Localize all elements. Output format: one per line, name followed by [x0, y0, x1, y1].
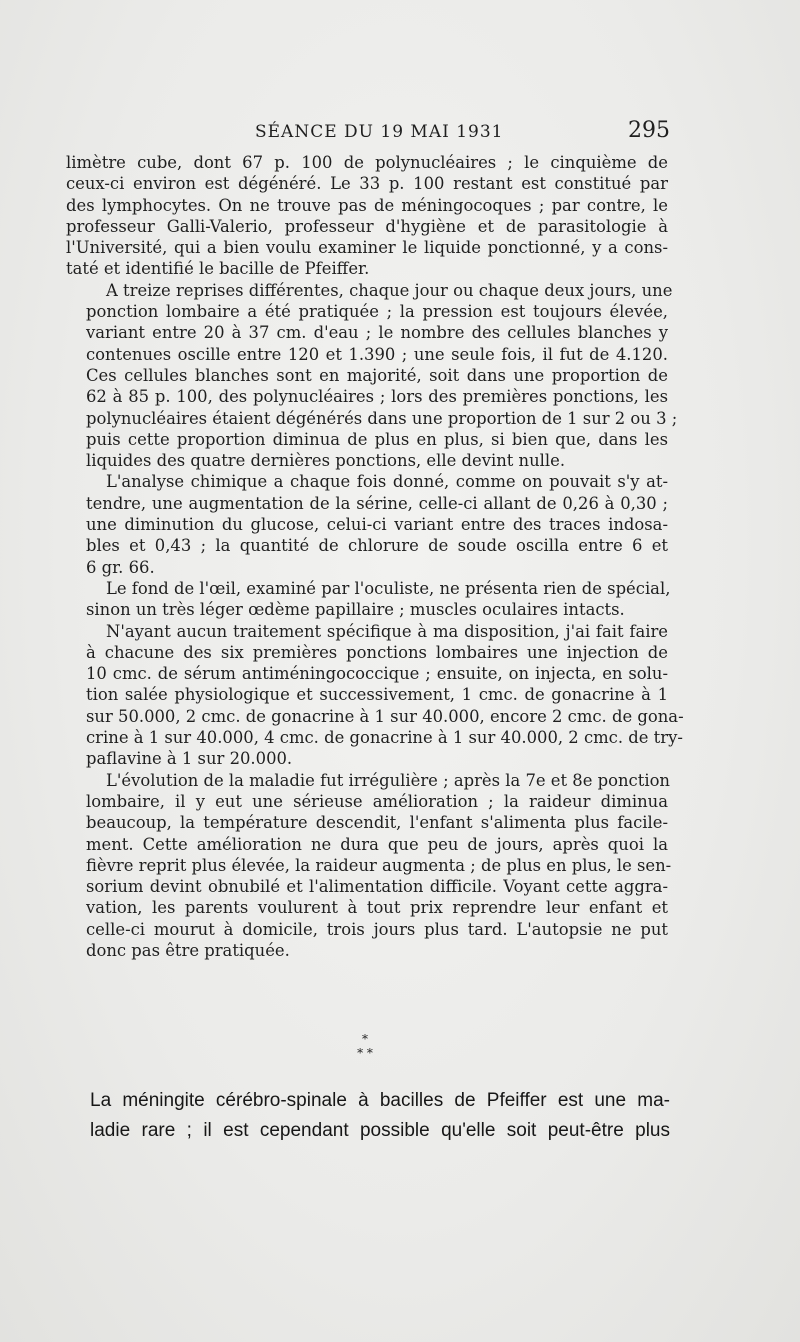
- paragraph: [66, 152, 668, 280]
- text-line: sinon un très léger œdème papillaire ; muscles oculaires intacts.: [86, 600, 625, 620]
- text-line: tion salée physiologique et successivement, 1 cmc. de gonacrine à 1: [86, 685, 668, 705]
- text-line: une diminution du glucose, celui-ci variant entre des traces indosa-: [86, 515, 668, 535]
- paragraph: [66, 471, 668, 577]
- text-line: ponction lombaire a été pratiquée ; la pression est toujours élevée,: [86, 302, 668, 322]
- paragraph: [66, 280, 678, 472]
- text-line: 6 gr. 66.: [86, 557, 155, 577]
- conclusion-line: ladie rare ; il est cependant possible qu'elle soit peut-être plus: [90, 1120, 670, 1141]
- text-line: Le fond de l'œil, examiné par l'oculiste, ne présenta rien de spécial,: [106, 578, 671, 598]
- asterism-bottom-stars: * *: [357, 1046, 373, 1060]
- paragraph: [66, 770, 672, 962]
- text-line: liquides des quatre dernières ponctions, elle devint nulle.: [86, 451, 566, 471]
- text-line: vation, les parents voulurent à tout prix reprendre leur enfant et: [86, 898, 668, 918]
- text-line: tendre, une augmentation de la sérine, celle-ci allant de 0,26 à 0,30 ;: [86, 493, 668, 513]
- text-line: des lymphocytes. On ne trouve pas de méningocoques ; par contre, le: [66, 195, 668, 215]
- conclusion-line: La méningite cérébro-spinale à bacilles de Pfeiffer est une ma-: [90, 1090, 670, 1111]
- text-line: celle-ci mourut à domicile, trois jours plus tard. L'autopsie ne put: [86, 919, 668, 939]
- page-number: 295: [628, 118, 670, 143]
- section-separator-asterism: [340, 1032, 390, 1060]
- text-line: ceux-ci environ est dégénéré. Le 33 p. 100 restant est constitué par: [66, 174, 668, 194]
- text-line: L'analyse chimique a chaque fois donné, comme on pouvait s'y at-: [106, 472, 668, 492]
- body-text: [66, 152, 684, 961]
- text-line: puis cette proportion diminua de plus en plus, si bien que, dans les: [86, 429, 668, 449]
- text-line: A treize reprises différentes, chaque jour ou chaque deux jours, une: [106, 280, 673, 300]
- text-line: beaucoup, la température descendit, l'enfant s'alimenta plus facile-: [86, 813, 668, 833]
- text-line: taté et identifié le bacille de Pfeiffer.: [66, 259, 370, 279]
- paragraph: [66, 578, 671, 621]
- text-line: contenues oscille entre 120 et 1.390 ; une seule fois, il fut de 4.120.: [86, 344, 668, 364]
- text-line: lombaire, il y eut une sérieuse amélioration ; la raideur diminua: [86, 791, 668, 811]
- text-line: 62 à 85 p. 100, des polynucléaires ; lors des premières ponctions, les: [86, 387, 668, 407]
- text-line: donc pas être pratiquée.: [86, 940, 290, 960]
- conclusion-paragraph: [90, 1086, 670, 1146]
- text-line: N'ayant aucun traitement spécifique à ma disposition, j'ai fait faire: [106, 621, 668, 641]
- paragraph: [66, 621, 684, 770]
- text-line: sur 50.000, 2 cmc. de gonacrine à 1 sur 40.000, encore 2 cmc. de gona-: [86, 706, 684, 726]
- page-header: [0, 118, 800, 152]
- text-line: fièvre reprit plus élevée, la raideur augmenta ; de plus en plus, le sen-: [86, 855, 672, 875]
- text-line: paflavine à 1 sur 20.000.: [86, 749, 293, 769]
- text-line: ment. Cette amélioration ne dura que peu de jours, après quoi la: [86, 834, 668, 854]
- text-line: limètre cube, dont 67 p. 100 de polynucléaires ; le cinquième de: [66, 153, 668, 172]
- text-line: bles et 0,43 ; la quantité de chlorure de soude oscilla entre 6 et: [86, 536, 668, 556]
- running-head: SÉANCE DU 19 MAI 1931: [255, 122, 504, 142]
- text-line: sorium devint obnubilé et l'alimentation difficile. Voyant cette aggra-: [86, 877, 668, 897]
- text-line: l'Université, qui a bien voulu examiner le liquide ponctionné, y a cons-: [66, 238, 668, 258]
- text-line: Ces cellules blanches sont en majorité, soit dans une proportion de: [86, 365, 668, 385]
- text-line: 10 cmc. de sérum antiméningococcique ; ensuite, on injecta, en solu-: [86, 664, 668, 684]
- text-line: professeur Galli-Valerio, professeur d'hygiène et de parasitologie à: [66, 216, 668, 236]
- text-line: crine à 1 sur 40.000, 4 cmc. de gonacrine à 1 sur 40.000, 2 cmc. de try-: [86, 728, 683, 748]
- asterism-top-star: *: [362, 1032, 368, 1046]
- text-line: polynucléaires étaient dégénérés dans une proportion de 1 sur 2 ou 3 ;: [86, 408, 678, 428]
- text-line: variant entre 20 à 37 cm. d'eau ; le nombre des cellules blanches y: [86, 323, 668, 343]
- text-line: L'évolution de la maladie fut irrégulière ; après la 7e et 8e ponction: [106, 770, 670, 790]
- text-line: à chacune des six premières ponctions lombaires une injection de: [86, 642, 668, 662]
